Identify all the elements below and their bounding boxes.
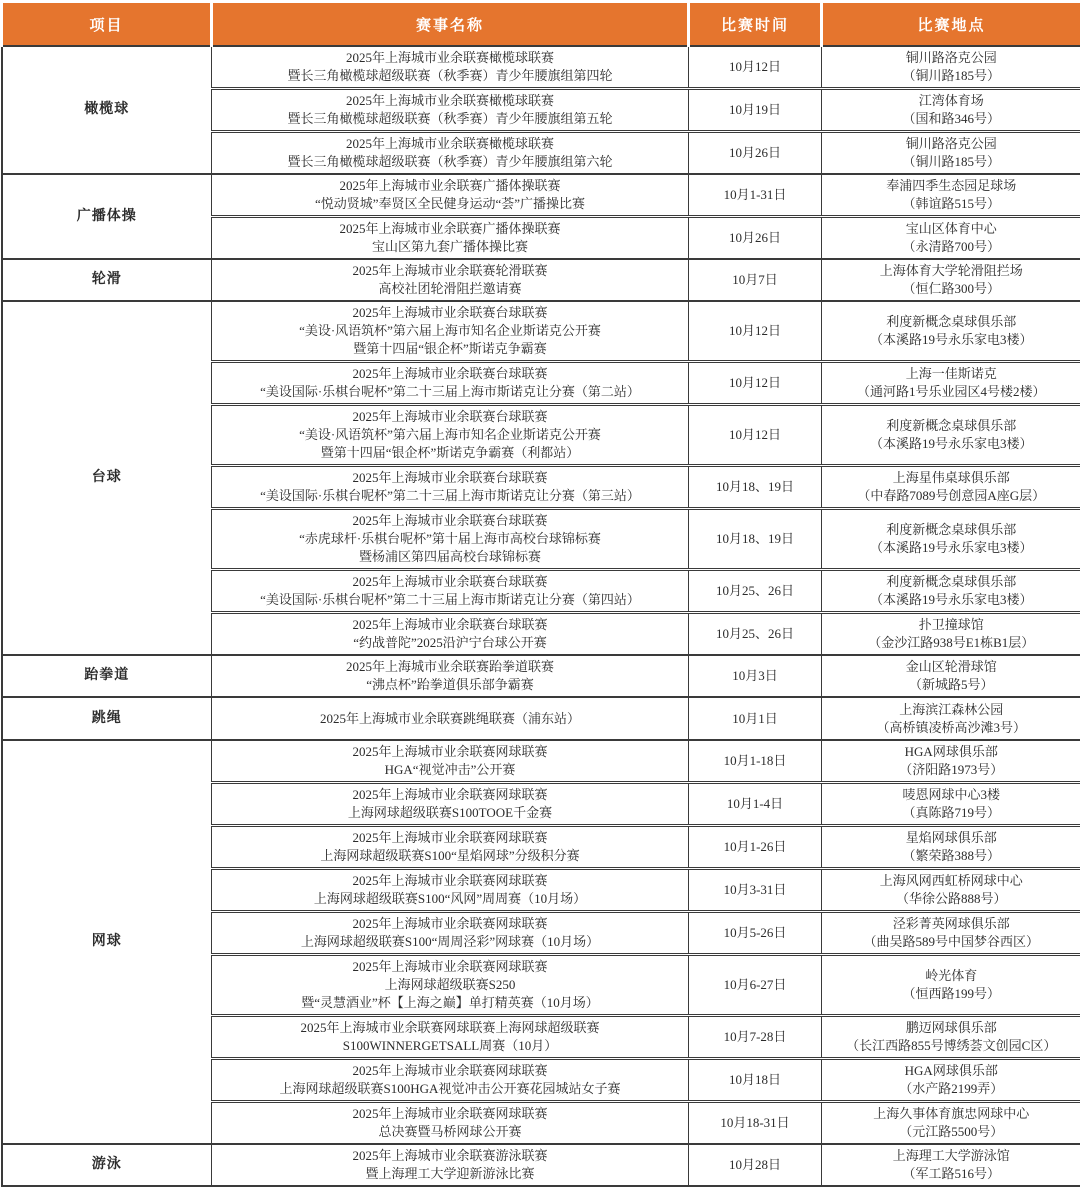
venue-line: 泾彩菁英网球俱乐部 bbox=[892, 915, 1010, 931]
header-event-name: 赛事名称 bbox=[212, 2, 689, 47]
event-line: 上海网球超级联赛S250 bbox=[384, 976, 516, 992]
venue-cell bbox=[822, 174, 1080, 217]
event-line: 暨杨浦区第四届高校台球锦标赛 bbox=[358, 549, 541, 565]
table-row bbox=[2, 174, 1080, 217]
event-line: 2025年上海城市业余联赛台球联赛 bbox=[352, 617, 548, 633]
time-line: 10月7-28日 bbox=[723, 1028, 787, 1044]
event-cell bbox=[212, 509, 689, 570]
event-line: 上海网球超级联赛S100HGA视觉冲击公开赛花园城站女子赛 bbox=[279, 1080, 621, 1096]
event-line: 2025年上海城市业余联赛跆拳道联赛 bbox=[345, 659, 554, 675]
header-category: 项目 bbox=[2, 2, 212, 47]
venue-line: HGA网球俱乐部 bbox=[904, 743, 998, 759]
venue-line: 奉浦四季生态园足球场 bbox=[886, 178, 1017, 194]
event-cell bbox=[212, 655, 689, 697]
venue-cell bbox=[822, 954, 1080, 1015]
venue-line: 利度新概念桌球俱乐部 bbox=[886, 522, 1017, 538]
time-cell bbox=[689, 613, 822, 656]
header-time: 比赛时间 bbox=[689, 2, 822, 47]
event-line: 2025年上海城市业余联赛网球联赛 bbox=[352, 872, 548, 888]
venue-cell bbox=[822, 1015, 1080, 1058]
venue-line: 宝山区体育中心 bbox=[905, 221, 997, 237]
venue-cell bbox=[822, 782, 1080, 825]
time-line: 10月1日 bbox=[732, 710, 778, 726]
venue-cell bbox=[822, 217, 1080, 260]
venue-cell bbox=[822, 89, 1080, 132]
venue-line: 上海风网西虹桥网球中心 bbox=[879, 872, 1023, 888]
category-cell: 跳绳 bbox=[2, 697, 212, 739]
venue-line: （繁荣路388号） bbox=[902, 847, 1000, 863]
time-line: 10月18、19日 bbox=[715, 531, 794, 547]
event-line: 2025年上海城市业余联赛轮滑联赛 bbox=[352, 263, 548, 279]
event-cell bbox=[212, 825, 689, 868]
event-line: 总决赛暨马桥网球公开赛 bbox=[378, 1123, 522, 1139]
event-line: 暨“灵慧酒业”杯【上海之巅】单打精英赛（10月场） bbox=[301, 994, 599, 1010]
venue-cell bbox=[822, 1058, 1080, 1101]
venue-line: 上海星伟桌球俱乐部 bbox=[892, 470, 1010, 486]
venue-line: （元江路5500号） bbox=[899, 1123, 1004, 1139]
time-line: 10月12日 bbox=[728, 375, 781, 391]
event-cell bbox=[212, 954, 689, 1015]
time-cell bbox=[689, 911, 822, 954]
venue-line: 上海久事体育旗忠网球中心 bbox=[873, 1105, 1030, 1121]
event-line: 2025年上海城市业余联赛广播体操联赛 bbox=[339, 221, 561, 237]
event-line: “美设·风语筑杯”第六届上海市知名企业斯诺克公开赛 bbox=[299, 323, 601, 339]
event-line: “约战普陀”2025沿沪宁台球公开赛 bbox=[353, 635, 547, 651]
time-cell bbox=[689, 46, 822, 89]
venue-line: （高桥镇凌桥高沙滩3号） bbox=[876, 719, 1026, 735]
venue-line: （韩谊路515号） bbox=[902, 196, 1000, 212]
time-line: 10月18、19日 bbox=[715, 479, 794, 495]
event-line: “沸点杯”跆拳道俱乐部争霸赛 bbox=[366, 677, 534, 693]
venue-cell bbox=[822, 1101, 1080, 1144]
venue-cell bbox=[822, 466, 1080, 509]
event-line: 暨长三角橄榄球超级联赛（秋季赛）青少年腰旗组第六轮 bbox=[287, 154, 613, 170]
time-cell bbox=[689, 362, 822, 405]
venue-line: 上海理工大学游泳馆 bbox=[892, 1147, 1010, 1163]
event-line: 暨上海理工大学迎新游泳比赛 bbox=[365, 1165, 535, 1181]
event-cell bbox=[212, 697, 689, 739]
time-cell bbox=[689, 89, 822, 132]
time-cell bbox=[689, 132, 822, 175]
event-line: 2025年上海城市业余联赛橄榄球联赛 bbox=[345, 136, 554, 152]
venue-cell bbox=[822, 613, 1080, 656]
event-line: 上海网球超级联赛S100“星焰网球”分级积分赛 bbox=[320, 847, 580, 863]
event-cell bbox=[212, 782, 689, 825]
venue-line: （国和路346号） bbox=[902, 111, 1000, 127]
time-line: 10月12日 bbox=[728, 59, 781, 75]
time-line: 10月1-4日 bbox=[726, 795, 784, 811]
event-line: 2025年上海城市业余联赛网球联赛 bbox=[352, 1062, 548, 1078]
venue-cell bbox=[822, 132, 1080, 175]
time-cell bbox=[689, 405, 822, 466]
table-row bbox=[2, 697, 1080, 739]
time-line: 10月1-26日 bbox=[723, 838, 787, 854]
event-cell bbox=[212, 740, 689, 783]
venue-line: 上海一佳斯诺克 bbox=[905, 366, 997, 382]
event-cell bbox=[212, 868, 689, 911]
venue-line: （长江西路855号博绣荟文创园C区） bbox=[846, 1037, 1057, 1053]
time-cell bbox=[689, 954, 822, 1015]
header-venue: 比赛地点 bbox=[822, 2, 1080, 47]
time-line: 10月18日 bbox=[728, 1071, 781, 1087]
event-line: 2025年上海城市业余联赛跳绳联赛（浦东站） bbox=[319, 710, 580, 726]
event-line: 2025年上海城市业余联赛游泳联赛 bbox=[352, 1147, 548, 1163]
time-cell bbox=[689, 1058, 822, 1101]
event-line: 2025年上海城市业余联赛广播体操联赛 bbox=[339, 178, 561, 194]
event-line: 暨长三角橄榄球超级联赛（秋季赛）青少年腰旗组第五轮 bbox=[287, 111, 613, 127]
event-line: 2025年上海城市业余联赛网球联赛 bbox=[352, 786, 548, 802]
event-cell bbox=[212, 1058, 689, 1101]
event-line: 2025年上海城市业余联赛台球联赛 bbox=[352, 366, 548, 382]
event-line: 上海网球超级联赛S100“周周泾彩”网球赛（10月场） bbox=[300, 933, 600, 949]
event-line: 2025年上海城市业余联赛网球联赛 bbox=[352, 1105, 548, 1121]
time-line: 10月3日 bbox=[732, 668, 778, 684]
category-cell: 橄榄球 bbox=[2, 46, 212, 174]
event-line: “美设·风语筑杯”第六届上海市知名企业斯诺克公开赛 bbox=[299, 427, 601, 443]
time-line: 10月1-18日 bbox=[723, 752, 787, 768]
venue-cell bbox=[822, 655, 1080, 697]
venue-line: 金山区轮滑球馆 bbox=[905, 659, 997, 675]
venue-line: （本溪路19号永乐家电3楼） bbox=[869, 332, 1033, 348]
time-line: 10月28日 bbox=[728, 1156, 781, 1172]
event-line: 2025年上海城市业余联赛台球联赛 bbox=[352, 574, 548, 590]
venue-line: 利度新概念桌球俱乐部 bbox=[886, 418, 1017, 434]
event-line: “美设国际·乐棋台呢杯”第二十三届上海市斯诺克让分赛（第三站） bbox=[260, 488, 640, 504]
venue-line: （金沙江路938号E1栋B1层） bbox=[868, 635, 1035, 651]
time-line: 10月3-31日 bbox=[723, 881, 787, 897]
event-line: 宝山区第九套广播体操比赛 bbox=[371, 239, 528, 255]
category-cell: 游泳 bbox=[2, 1144, 212, 1186]
time-cell bbox=[689, 466, 822, 509]
venue-line: （济阳路1973号） bbox=[899, 761, 1004, 777]
event-cell bbox=[212, 217, 689, 260]
header-row bbox=[2, 2, 1080, 47]
event-cell bbox=[212, 570, 689, 613]
time-line: 10月26日 bbox=[728, 145, 781, 161]
event-cell bbox=[212, 613, 689, 656]
table-row bbox=[2, 46, 1080, 89]
time-cell bbox=[689, 1144, 822, 1186]
event-cell bbox=[212, 1015, 689, 1058]
time-cell bbox=[689, 825, 822, 868]
table-row bbox=[2, 301, 1080, 362]
event-line: “赤虎球杆·乐棋台呢杯”第十届上海市高校台球锦标赛 bbox=[299, 531, 601, 547]
time-cell bbox=[689, 1015, 822, 1058]
time-cell bbox=[689, 509, 822, 570]
time-cell bbox=[689, 782, 822, 825]
time-line: 10月7日 bbox=[732, 272, 778, 288]
venue-line: （军工路516号） bbox=[902, 1165, 1000, 1181]
venue-line: 利度新概念桌球俱乐部 bbox=[886, 574, 1017, 590]
venue-line: 星焰网球俱乐部 bbox=[905, 829, 997, 845]
venue-line: HGA网球俱乐部 bbox=[904, 1062, 998, 1078]
venue-cell bbox=[822, 697, 1080, 739]
event-line: 2025年上海城市业余联赛台球联赛 bbox=[352, 470, 548, 486]
event-line: 2025年上海城市业余联赛台球联赛 bbox=[352, 409, 548, 425]
event-line: 2025年上海城市业余联赛台球联赛 bbox=[352, 305, 548, 321]
time-line: 10月25、26日 bbox=[715, 626, 794, 642]
venue-cell bbox=[822, 405, 1080, 466]
event-line: 2025年上海城市业余联赛网球联赛 bbox=[352, 829, 548, 845]
venue-cell bbox=[822, 509, 1080, 570]
event-line: S100WINNERGETSALL周赛（10月） bbox=[342, 1037, 558, 1053]
event-line: 2025年上海城市业余联赛网球联赛 bbox=[352, 958, 548, 974]
venue-line: 铜川路洛克公园 bbox=[905, 136, 997, 152]
event-line: “美设国际·乐棋台呢杯”第二十三届上海市斯诺克让分赛（第四站） bbox=[260, 592, 640, 608]
event-cell bbox=[212, 132, 689, 175]
event-line: 2025年上海城市业余联赛网球联赛 bbox=[352, 743, 548, 759]
venue-cell bbox=[822, 740, 1080, 783]
venue-cell bbox=[822, 46, 1080, 89]
venue-line: 鹏迈网球俱乐部 bbox=[905, 1019, 997, 1035]
venue-line: （水产路2199弄） bbox=[899, 1080, 1004, 1096]
venue-cell bbox=[822, 825, 1080, 868]
category-cell: 轮滑 bbox=[2, 259, 212, 301]
event-cell bbox=[212, 466, 689, 509]
venue-line: （恒西路199号） bbox=[902, 985, 1000, 1001]
table-row bbox=[2, 259, 1080, 301]
time-cell bbox=[689, 174, 822, 217]
table-header bbox=[2, 2, 1080, 47]
time-cell bbox=[689, 740, 822, 783]
venue-line: （铜川路185号） bbox=[902, 154, 1000, 170]
event-line: 高校社团轮滑阻拦邀请赛 bbox=[378, 281, 522, 297]
venue-cell bbox=[822, 911, 1080, 954]
venue-line: （铜川路185号） bbox=[902, 68, 1000, 84]
time-cell bbox=[689, 217, 822, 260]
venue-line: （中春路7089号创意园A座G层） bbox=[857, 488, 1046, 504]
table-row bbox=[2, 740, 1080, 783]
event-line: 2025年上海城市业余联赛网球联赛 bbox=[352, 915, 548, 931]
category-cell: 台球 bbox=[2, 301, 212, 655]
event-line: 2025年上海城市业余联赛台球联赛 bbox=[352, 513, 548, 529]
venue-line: （华徐公路888号） bbox=[895, 890, 1007, 906]
event-line: HGA“视觉冲击”公开赛 bbox=[384, 761, 516, 777]
time-line: 10月12日 bbox=[728, 323, 781, 339]
event-cell bbox=[212, 259, 689, 301]
event-cell bbox=[212, 301, 689, 362]
time-line: 10月25、26日 bbox=[715, 583, 794, 599]
event-line: “美设国际·乐棋台呢杯”第二十三届上海市斯诺克让分赛（第二站） bbox=[260, 384, 640, 400]
venue-cell bbox=[822, 301, 1080, 362]
venue-line: 江湾体育场 bbox=[918, 93, 984, 109]
venue-cell bbox=[822, 259, 1080, 301]
event-line: 暨第十四届“银企杯”斯诺克争霸赛（利都站） bbox=[320, 445, 580, 461]
event-cell bbox=[212, 1101, 689, 1144]
event-cell bbox=[212, 911, 689, 954]
venue-line: （新城路5号） bbox=[908, 677, 994, 693]
event-cell bbox=[212, 405, 689, 466]
time-cell bbox=[689, 1101, 822, 1144]
category-cell: 跆拳道 bbox=[2, 655, 212, 697]
time-line: 10月12日 bbox=[728, 427, 781, 443]
event-line: 上海网球超级联赛S100TOOE千金赛 bbox=[347, 804, 553, 820]
venue-line: 利度新概念桌球俱乐部 bbox=[886, 314, 1017, 330]
venue-line: 扑卫撞球馆 bbox=[918, 617, 984, 633]
time-line: 10月5-26日 bbox=[723, 924, 787, 940]
venue-line: （通河路1号乐业园区4号楼2楼） bbox=[856, 384, 1046, 400]
time-cell bbox=[689, 655, 822, 697]
time-cell bbox=[689, 301, 822, 362]
event-line: 暨第十四届“银企杯”斯诺克争霸赛 bbox=[353, 341, 547, 357]
venue-cell bbox=[822, 1144, 1080, 1186]
venue-cell bbox=[822, 570, 1080, 613]
time-cell bbox=[689, 697, 822, 739]
venue-line: （本溪路19号永乐家电3楼） bbox=[869, 592, 1033, 608]
venue-line: 上海滨江森林公园 bbox=[899, 701, 1004, 717]
event-cell bbox=[212, 174, 689, 217]
event-line: 上海网球超级联赛S100“风网”周周赛（10月场） bbox=[313, 890, 587, 906]
category-cell: 网球 bbox=[2, 740, 212, 1144]
event-cell bbox=[212, 362, 689, 405]
event-cell bbox=[212, 89, 689, 132]
category-cell: 广播体操 bbox=[2, 174, 212, 259]
venue-cell bbox=[822, 868, 1080, 911]
event-line: 暨长三角橄榄球超级联赛（秋季赛）青少年腰旗组第四轮 bbox=[287, 68, 613, 84]
venue-line: （真陈路719号） bbox=[902, 804, 1000, 820]
table-body bbox=[2, 46, 1080, 1186]
venue-line: （本溪路19号永乐家电3楼） bbox=[869, 436, 1033, 452]
venue-line: （曲吴路589号中国梦谷西区） bbox=[863, 933, 1039, 949]
venue-line: （本溪路19号永乐家电3楼） bbox=[869, 540, 1033, 556]
venue-line: （永清路700号） bbox=[902, 239, 1000, 255]
time-line: 10月19日 bbox=[728, 102, 781, 118]
venue-line: 上海体育大学轮滑阻拦场 bbox=[879, 263, 1023, 279]
time-cell bbox=[689, 259, 822, 301]
venue-line: （恒仁路300号） bbox=[902, 281, 1000, 297]
venue-line: 岭光体育 bbox=[925, 967, 978, 983]
table-row bbox=[2, 655, 1080, 697]
time-line: 10月18-31日 bbox=[720, 1114, 790, 1130]
time-line: 10月26日 bbox=[728, 230, 781, 246]
event-line: 2025年上海城市业余联赛网球联赛上海网球超级联赛 bbox=[300, 1019, 600, 1035]
venue-line: 唛恩网球中心3楼 bbox=[902, 786, 1000, 802]
venue-line: 铜川路洛克公园 bbox=[905, 50, 997, 66]
time-line: 10月1-31日 bbox=[723, 187, 787, 203]
time-cell bbox=[689, 868, 822, 911]
time-line: 10月6-27日 bbox=[723, 976, 787, 992]
venue-cell bbox=[822, 362, 1080, 405]
event-line: 2025年上海城市业余联赛橄榄球联赛 bbox=[345, 50, 554, 66]
event-line: “悦动贤城”奉贤区全民健身运动“荟”广播操比赛 bbox=[314, 196, 586, 212]
event-cell bbox=[212, 46, 689, 89]
event-cell bbox=[212, 1144, 689, 1186]
event-line: 2025年上海城市业余联赛橄榄球联赛 bbox=[345, 93, 554, 109]
table-row bbox=[2, 1144, 1080, 1186]
time-cell bbox=[689, 570, 822, 613]
